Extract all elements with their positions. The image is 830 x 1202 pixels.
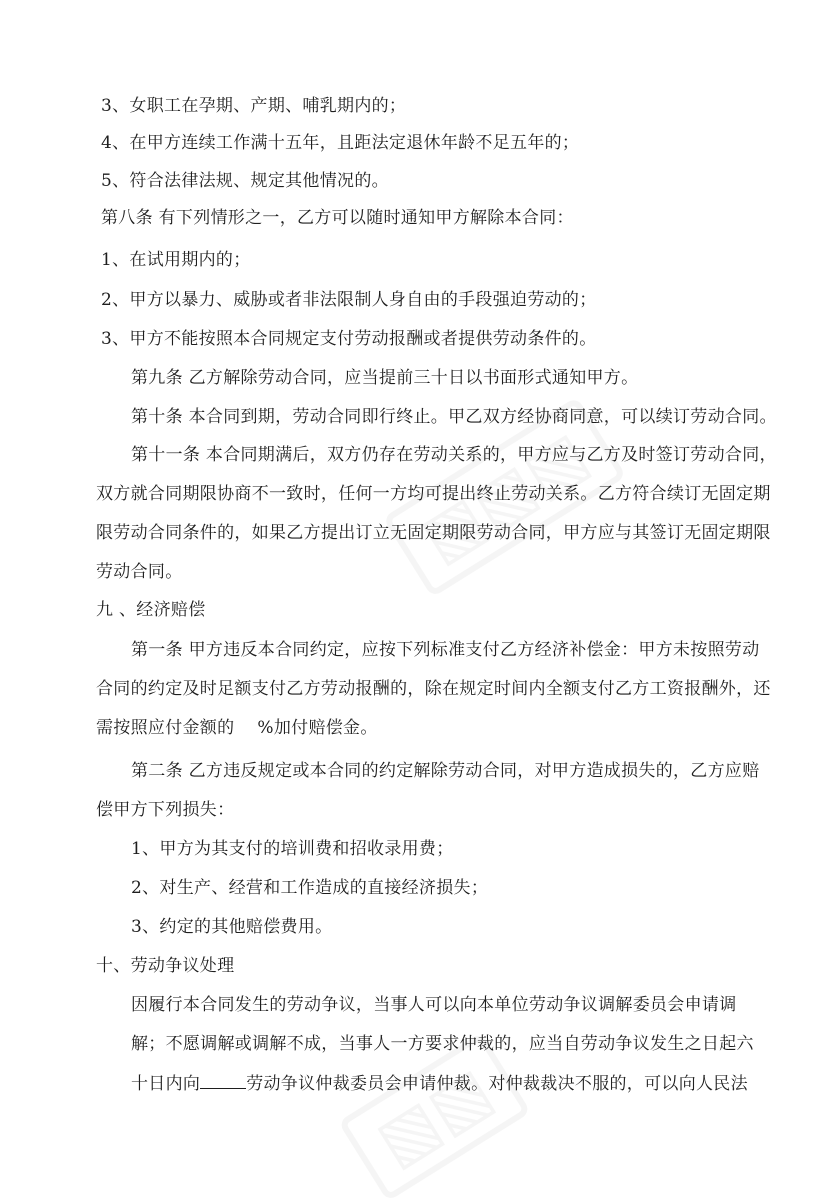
text-line: 2、对生产、经营和工作造成的直接经济损失； [131, 878, 489, 898]
text-line: 3、约定的其他赔偿费用。 [131, 917, 333, 937]
text-line: 5、符合法律法规、规定其他情况的。 [101, 171, 389, 191]
text-fragment: 十日内向 [131, 1074, 201, 1094]
text-line: 双方就合同期限协商不一致时，任何一方均可提出终止劳动关系。乙方符合续订无固定期 [96, 484, 771, 504]
text-line: 合同的约定及时足额支付乙方劳动报酬的，除在规定时间内全额支付乙方工资报酬外，还 [96, 679, 771, 699]
text-line: 需按照应付金额的 %加付赔偿金。 [96, 718, 378, 738]
text-line: 1、甲方为其支付的培训费和招收录用费； [131, 839, 454, 859]
text-line: 第十一条 本合同期满后，双方仍存在劳动关系的，甲方应与乙方及时签订劳动合同， [131, 445, 777, 465]
section-heading: 十、劳动争议处理 [96, 956, 235, 976]
text-line: 偿甲方下列损失： [96, 800, 235, 820]
text-line: 第二条 乙方违反规定或本合同的约定解除劳动合同，对甲方造成损失的，乙方应赔 [131, 761, 760, 781]
text-line: 解；不愿调解或调解不成，当事人一方要求仲裁的，应当自劳动争议发生之日起六 [131, 1034, 754, 1054]
text-line: 劳动合同。 [96, 562, 183, 582]
text-line: 第一条 甲方违反本合同约定，应按下列标准支付乙方经济补偿金：甲方未按照劳动 [131, 640, 760, 660]
text-line: 3、女职工在孕期、产期、哺乳期内的； [101, 96, 407, 116]
text-line: 1、在试用期内的； [101, 250, 251, 270]
text-fragment: 劳动争议仲裁委员会申请仲裁。对仲裁裁决不服的，可以向人民法 [246, 1074, 748, 1094]
watermark: ▧▧ [338, 1032, 531, 1201]
text-line: 4、在甲方连续工作满十五年，且距法定退休年龄不足五年的； [101, 133, 580, 153]
text-line: 第九条 乙方解除劳动合同，应当提前三十日以书面形式通知甲方。 [131, 368, 639, 388]
text-line: 3、甲方不能按照本合同规定支付劳动报酬或者提供劳动条件的。 [101, 329, 597, 349]
text-line: 2、甲方以暴力、威胁或者非法限制人身自由的手段强迫劳动的； [101, 290, 597, 310]
text-line: 第十条 本合同到期，劳动合同即行终止。甲乙双方经协商同意，可以续订劳动合同。 [131, 407, 777, 427]
section-heading: 九 、经济赔偿 [96, 600, 206, 620]
text-line: 因履行本合同发生的劳动争议，当事人可以向本单位劳动争议调解委员会申请调 [131, 995, 737, 1015]
watermark: ▧▧▧ [383, 396, 627, 597]
text-line: 第八条 有下列情形之一，乙方可以随时通知甲方解除本合同： [101, 208, 574, 228]
text-line [0, 1071, 830, 1096]
fill-in-blank [200, 1071, 246, 1089]
text-line: 限劳动合同条件的，如果乙方提出订立无固定期限劳动合同，甲方应与其签订无固定期限 [96, 523, 771, 543]
